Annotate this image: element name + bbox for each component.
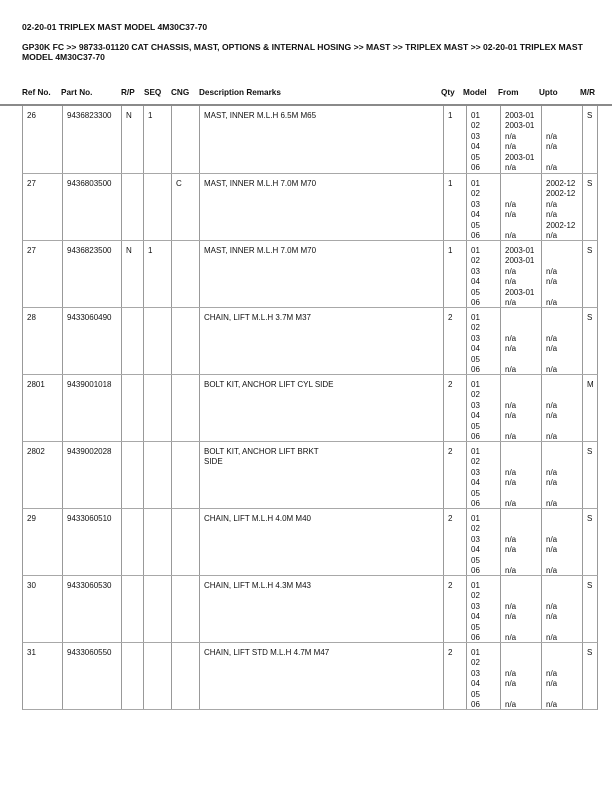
from-line xyxy=(505,380,541,390)
from-line xyxy=(505,221,541,231)
cell-upto xyxy=(542,174,583,240)
cell-upto xyxy=(542,576,583,642)
from-line: n/a xyxy=(505,142,517,152)
cell-qty: 2 xyxy=(444,308,467,374)
cell-from xyxy=(501,174,542,240)
upto-line: n/a xyxy=(546,498,558,508)
upto-line: n/a xyxy=(546,131,558,141)
header-from: From xyxy=(498,88,519,97)
upto-line xyxy=(546,256,582,266)
cell-from xyxy=(501,106,542,173)
from-line xyxy=(505,447,541,457)
model-line: 02 xyxy=(471,591,480,601)
cell-rp xyxy=(122,442,144,508)
model-line: 01 xyxy=(471,380,480,389)
model-line: 02 xyxy=(471,658,480,668)
from-line xyxy=(505,323,541,333)
header-upto: Upto xyxy=(539,88,558,97)
upto-line: n/a xyxy=(546,601,558,611)
cell-from xyxy=(501,442,542,508)
table-row xyxy=(22,442,598,509)
from-line: n/a xyxy=(505,266,517,276)
cell-part: 9436823300 xyxy=(63,106,122,173)
cell-cng xyxy=(172,643,200,709)
upto-line xyxy=(546,514,582,524)
model-line: 05 xyxy=(471,622,480,632)
cell-ref: 30 xyxy=(23,576,63,642)
upto-line: n/a xyxy=(546,411,558,421)
model-line: 04 xyxy=(471,344,480,354)
model-line: 02 xyxy=(471,524,480,534)
from-line: n/a xyxy=(505,297,517,307)
model-line: 01 xyxy=(471,648,480,657)
upto-line xyxy=(546,288,582,298)
cell-cng xyxy=(172,106,200,173)
model-line: 03 xyxy=(471,266,480,276)
upto-line xyxy=(546,313,582,323)
cell-desc: MAST, INNER M.L.H 6.5M M65 xyxy=(200,106,444,173)
model-line: 02 xyxy=(471,457,480,467)
upto-line: n/a xyxy=(546,210,558,220)
model-line: 05 xyxy=(471,555,480,565)
breadcrumb: GP30K FC >> 98733-01120 CAT CHASSIS, MAST, OPTIONS & INTERNAL HOSING >> MAST >> TRIPLEX MAST >> 02-20-01 TRIPLEX MAST MODEL 4M30C37-70 xyxy=(22,42,583,62)
cell-rp xyxy=(122,308,144,374)
from-line: n/a xyxy=(505,400,517,410)
model-line: 06 xyxy=(471,162,480,172)
header-rp: R/P xyxy=(121,88,135,97)
model-line: 04 xyxy=(471,142,480,152)
from-line: n/a xyxy=(505,344,517,354)
from-line xyxy=(505,581,541,591)
from-line xyxy=(505,489,541,499)
table-header xyxy=(0,88,612,100)
table-row xyxy=(22,106,598,174)
cell-seq xyxy=(144,375,172,441)
cell-seq xyxy=(144,509,172,575)
cell-model xyxy=(467,308,501,374)
cell-mr: S xyxy=(587,179,593,188)
model-line: 05 xyxy=(471,152,480,162)
cell-desc: CHAIN, LIFT M.L.H 4.3M M43 xyxy=(200,576,444,642)
from-line: n/a xyxy=(505,210,517,220)
cell-upto xyxy=(542,106,583,173)
cell-qty: 2 xyxy=(444,442,467,508)
from-line xyxy=(505,189,541,199)
upto-line: n/a xyxy=(546,545,558,555)
cell-rp xyxy=(122,174,144,240)
model-line: 03 xyxy=(471,199,480,209)
cell-part: 9433060530 xyxy=(63,576,122,642)
from-line xyxy=(505,313,541,323)
from-line: 2003-01 xyxy=(505,256,535,266)
from-line: 2003-01 xyxy=(505,111,535,120)
cell-qty: 2 xyxy=(444,643,467,709)
upto-line xyxy=(546,380,582,390)
model-line: 03 xyxy=(471,131,480,141)
cell-model xyxy=(467,174,501,240)
cell-desc: BOLT KIT, ANCHOR LIFT CYL SIDE xyxy=(200,375,444,441)
upto-line xyxy=(546,457,582,467)
header-seq: SEQ xyxy=(144,88,162,97)
model-line: 03 xyxy=(471,400,480,410)
from-line: n/a xyxy=(505,199,517,209)
upto-line xyxy=(546,648,582,658)
from-line: n/a xyxy=(505,333,517,343)
model-line: 04 xyxy=(471,277,480,287)
model-line: 06 xyxy=(471,498,480,508)
upto-line: n/a xyxy=(546,467,558,477)
cell-part: 9436803500 xyxy=(63,174,122,240)
upto-line xyxy=(546,690,582,700)
upto-line: n/a xyxy=(546,632,558,642)
cell-from xyxy=(501,241,542,307)
upto-line: 2002-12 xyxy=(546,179,576,188)
table-row xyxy=(22,241,598,308)
upto-line: n/a xyxy=(546,230,558,240)
from-line: n/a xyxy=(505,565,517,575)
cell-model xyxy=(467,442,501,508)
model-line: 06 xyxy=(471,565,480,575)
upto-line xyxy=(546,581,582,591)
from-line: 2003-01 xyxy=(505,152,535,162)
cell-seq: 1 xyxy=(144,241,172,307)
from-line: n/a xyxy=(505,162,517,172)
cell-from xyxy=(501,375,542,441)
from-line: n/a xyxy=(505,699,517,709)
upto-line xyxy=(546,556,582,566)
from-line: n/a xyxy=(505,277,517,287)
from-line xyxy=(505,422,541,432)
cell-mr: S xyxy=(587,111,593,120)
from-line: n/a xyxy=(505,467,517,477)
upto-line xyxy=(546,623,582,633)
cell-model xyxy=(467,241,501,307)
cell-from xyxy=(501,509,542,575)
cell-mr: M xyxy=(587,380,594,389)
upto-line: n/a xyxy=(546,344,558,354)
model-line: 05 xyxy=(471,287,480,297)
cell-desc: MAST, INNER M.L.H 7.0M M70 xyxy=(200,174,444,240)
cell-ref: 2801 xyxy=(23,375,63,441)
cell-model xyxy=(467,643,501,709)
from-line: n/a xyxy=(505,431,517,441)
cell-desc: CHAIN, LIFT M.L.H 4.0M M40 xyxy=(200,509,444,575)
model-line: 04 xyxy=(471,478,480,488)
from-line: 2003-01 xyxy=(505,287,535,297)
model-line: 04 xyxy=(471,679,480,689)
cell-upto xyxy=(542,241,583,307)
cell-mr: S xyxy=(587,447,593,456)
header-model: Model xyxy=(463,88,487,97)
cell-desc: CHAIN, LIFT STD M.L.H 4.7M M47 xyxy=(200,643,444,709)
upto-line xyxy=(546,658,582,668)
cell-model xyxy=(467,509,501,575)
cell-ref: 29 xyxy=(23,509,63,575)
cell-qty: 2 xyxy=(444,509,467,575)
upto-line: 2002-12 xyxy=(546,220,576,230)
from-line xyxy=(505,648,541,658)
upto-line xyxy=(546,111,582,121)
model-line: 05 xyxy=(471,488,480,498)
model-line: 04 xyxy=(471,612,480,622)
upto-line xyxy=(546,323,582,333)
cell-qty: 1 xyxy=(444,106,467,173)
from-line xyxy=(505,623,541,633)
cell-seq xyxy=(144,442,172,508)
cell-model xyxy=(467,375,501,441)
cell-ref: 31 xyxy=(23,643,63,709)
cell-mr: S xyxy=(587,581,593,590)
header-cng: CNG xyxy=(171,88,190,97)
cell-mr: S xyxy=(587,313,593,322)
parts-table xyxy=(22,106,598,710)
model-line: 03 xyxy=(471,668,480,678)
model-line: 06 xyxy=(471,364,480,374)
cell-qty: 1 xyxy=(444,241,467,307)
upto-line xyxy=(546,524,582,534)
cell-rp: N xyxy=(122,241,144,307)
upto-line: n/a xyxy=(546,699,558,709)
model-line: 02 xyxy=(471,256,480,266)
table-row xyxy=(22,375,598,442)
model-line: 04 xyxy=(471,210,480,220)
cell-seq xyxy=(144,174,172,240)
upto-line: n/a xyxy=(546,277,558,287)
cell-part: 9439001018 xyxy=(63,375,122,441)
from-line: n/a xyxy=(505,131,517,141)
cell-upto xyxy=(542,643,583,709)
cell-from xyxy=(501,308,542,374)
from-line: n/a xyxy=(505,679,517,689)
model-line: 01 xyxy=(471,514,480,523)
from-line xyxy=(505,658,541,668)
model-line: 03 xyxy=(471,534,480,544)
cell-cng: C xyxy=(172,174,200,240)
upto-line: n/a xyxy=(546,400,558,410)
table-row xyxy=(22,576,598,643)
page-title: 02-20-01 TRIPLEX MAST MODEL 4M30C37-70 xyxy=(22,22,208,32)
cell-model xyxy=(467,106,501,173)
cell-qty: 2 xyxy=(444,375,467,441)
upto-line: n/a xyxy=(546,142,558,152)
model-line: 02 xyxy=(471,121,480,131)
upto-line xyxy=(546,121,582,131)
upto-line: n/a xyxy=(546,364,558,374)
upto-line xyxy=(546,355,582,365)
model-line: 06 xyxy=(471,297,480,307)
model-line: 06 xyxy=(471,431,480,441)
upto-line xyxy=(546,390,582,400)
from-line xyxy=(505,390,541,400)
cell-ref: 2802 xyxy=(23,442,63,508)
from-line: n/a xyxy=(505,498,517,508)
cell-rp xyxy=(122,375,144,441)
upto-line xyxy=(546,591,582,601)
from-line: n/a xyxy=(505,601,517,611)
model-line: 03 xyxy=(471,333,480,343)
cell-desc: CHAIN, LIFT M.L.H 3.7M M37 xyxy=(200,308,444,374)
cell-cng xyxy=(172,375,200,441)
model-line: 05 xyxy=(471,354,480,364)
header-mr: M/R xyxy=(580,88,596,97)
header-ref-no: Ref No. xyxy=(22,88,51,97)
model-line: 03 xyxy=(471,601,480,611)
cell-seq xyxy=(144,643,172,709)
model-line: 04 xyxy=(471,545,480,555)
from-line xyxy=(505,355,541,365)
cell-qty: 1 xyxy=(444,174,467,240)
from-line: n/a xyxy=(505,230,517,240)
upto-line: n/a xyxy=(546,333,558,343)
from-line: 2003-01 xyxy=(505,121,535,131)
from-line: n/a xyxy=(505,411,517,421)
header-description: Description Remarks xyxy=(199,88,281,97)
model-line: 01 xyxy=(471,447,480,456)
model-line: 01 xyxy=(471,581,480,590)
cell-part: 9436823500 xyxy=(63,241,122,307)
cell-rp: N xyxy=(122,106,144,173)
model-line: 06 xyxy=(471,699,480,709)
cell-desc: BOLT KIT, ANCHOR LIFT BRKT SIDE xyxy=(200,442,444,508)
cell-rp xyxy=(122,576,144,642)
header-part-no: Part No. xyxy=(61,88,93,97)
cell-mr: S xyxy=(587,514,593,523)
cell-qty: 2 xyxy=(444,576,467,642)
upto-line xyxy=(546,447,582,457)
cell-upto xyxy=(542,308,583,374)
cell-mr: S xyxy=(587,246,593,255)
cell-from xyxy=(501,576,542,642)
cell-part: 9433060490 xyxy=(63,308,122,374)
from-line: n/a xyxy=(505,478,517,488)
model-line: 01 xyxy=(471,313,480,322)
upto-line: n/a xyxy=(546,199,558,209)
from-line xyxy=(505,690,541,700)
cell-cng xyxy=(172,241,200,307)
cell-desc: MAST, INNER M.L.H 7.0M M70 xyxy=(200,241,444,307)
cell-seq xyxy=(144,576,172,642)
from-line: n/a xyxy=(505,534,517,544)
cell-ref: 27 xyxy=(23,241,63,307)
model-line: 01 xyxy=(471,111,480,120)
cell-model xyxy=(467,576,501,642)
from-line: n/a xyxy=(505,545,517,555)
from-line: n/a xyxy=(505,668,517,678)
upto-line: n/a xyxy=(546,679,558,689)
cell-part: 9433060510 xyxy=(63,509,122,575)
from-line xyxy=(505,179,541,189)
from-line xyxy=(505,591,541,601)
model-line: 01 xyxy=(471,246,480,255)
table-row xyxy=(22,509,598,576)
cell-cng xyxy=(172,308,200,374)
header-qty: Qty xyxy=(441,88,455,97)
table-row xyxy=(22,174,598,241)
table-row xyxy=(22,643,598,710)
cell-cng xyxy=(172,509,200,575)
table-row xyxy=(22,308,598,375)
model-line: 05 xyxy=(471,220,480,230)
model-line: 06 xyxy=(471,632,480,642)
from-line xyxy=(505,514,541,524)
upto-line xyxy=(546,422,582,432)
upto-line: 2002-12 xyxy=(546,189,576,199)
cell-from xyxy=(501,643,542,709)
model-line: 04 xyxy=(471,411,480,421)
model-line: 05 xyxy=(471,689,480,699)
cell-part: 9433060550 xyxy=(63,643,122,709)
from-line: n/a xyxy=(505,364,517,374)
model-line: 02 xyxy=(471,323,480,333)
upto-line: n/a xyxy=(546,266,558,276)
cell-ref: 26 xyxy=(23,106,63,173)
upto-line: n/a xyxy=(546,297,558,307)
upto-line xyxy=(546,153,582,163)
from-line xyxy=(505,556,541,566)
upto-line xyxy=(546,489,582,499)
cell-seq xyxy=(144,308,172,374)
cell-upto xyxy=(542,375,583,441)
upto-line: n/a xyxy=(546,668,558,678)
upto-line: n/a xyxy=(546,612,558,622)
cell-upto xyxy=(542,509,583,575)
cell-rp xyxy=(122,643,144,709)
upto-line: n/a xyxy=(546,534,558,544)
from-line xyxy=(505,524,541,534)
cell-upto xyxy=(542,442,583,508)
cell-rp xyxy=(122,509,144,575)
model-line: 06 xyxy=(471,230,480,240)
cell-cng xyxy=(172,576,200,642)
from-line xyxy=(505,457,541,467)
upto-line: n/a xyxy=(546,162,558,172)
cell-cng xyxy=(172,442,200,508)
cell-mr: S xyxy=(587,648,593,657)
from-line: n/a xyxy=(505,612,517,622)
cell-ref: 28 xyxy=(23,308,63,374)
cell-seq: 1 xyxy=(144,106,172,173)
from-line: 2003-01 xyxy=(505,246,535,255)
cell-ref: 27 xyxy=(23,174,63,240)
upto-line: n/a xyxy=(546,565,558,575)
model-line: 02 xyxy=(471,189,480,199)
from-line: n/a xyxy=(505,632,517,642)
upto-line: n/a xyxy=(546,431,558,441)
upto-line xyxy=(546,246,582,256)
model-line: 03 xyxy=(471,467,480,477)
model-line: 02 xyxy=(471,390,480,400)
upto-line: n/a xyxy=(546,478,558,488)
model-line: 05 xyxy=(471,421,480,431)
cell-part: 9439002028 xyxy=(63,442,122,508)
model-line: 01 xyxy=(471,179,480,188)
